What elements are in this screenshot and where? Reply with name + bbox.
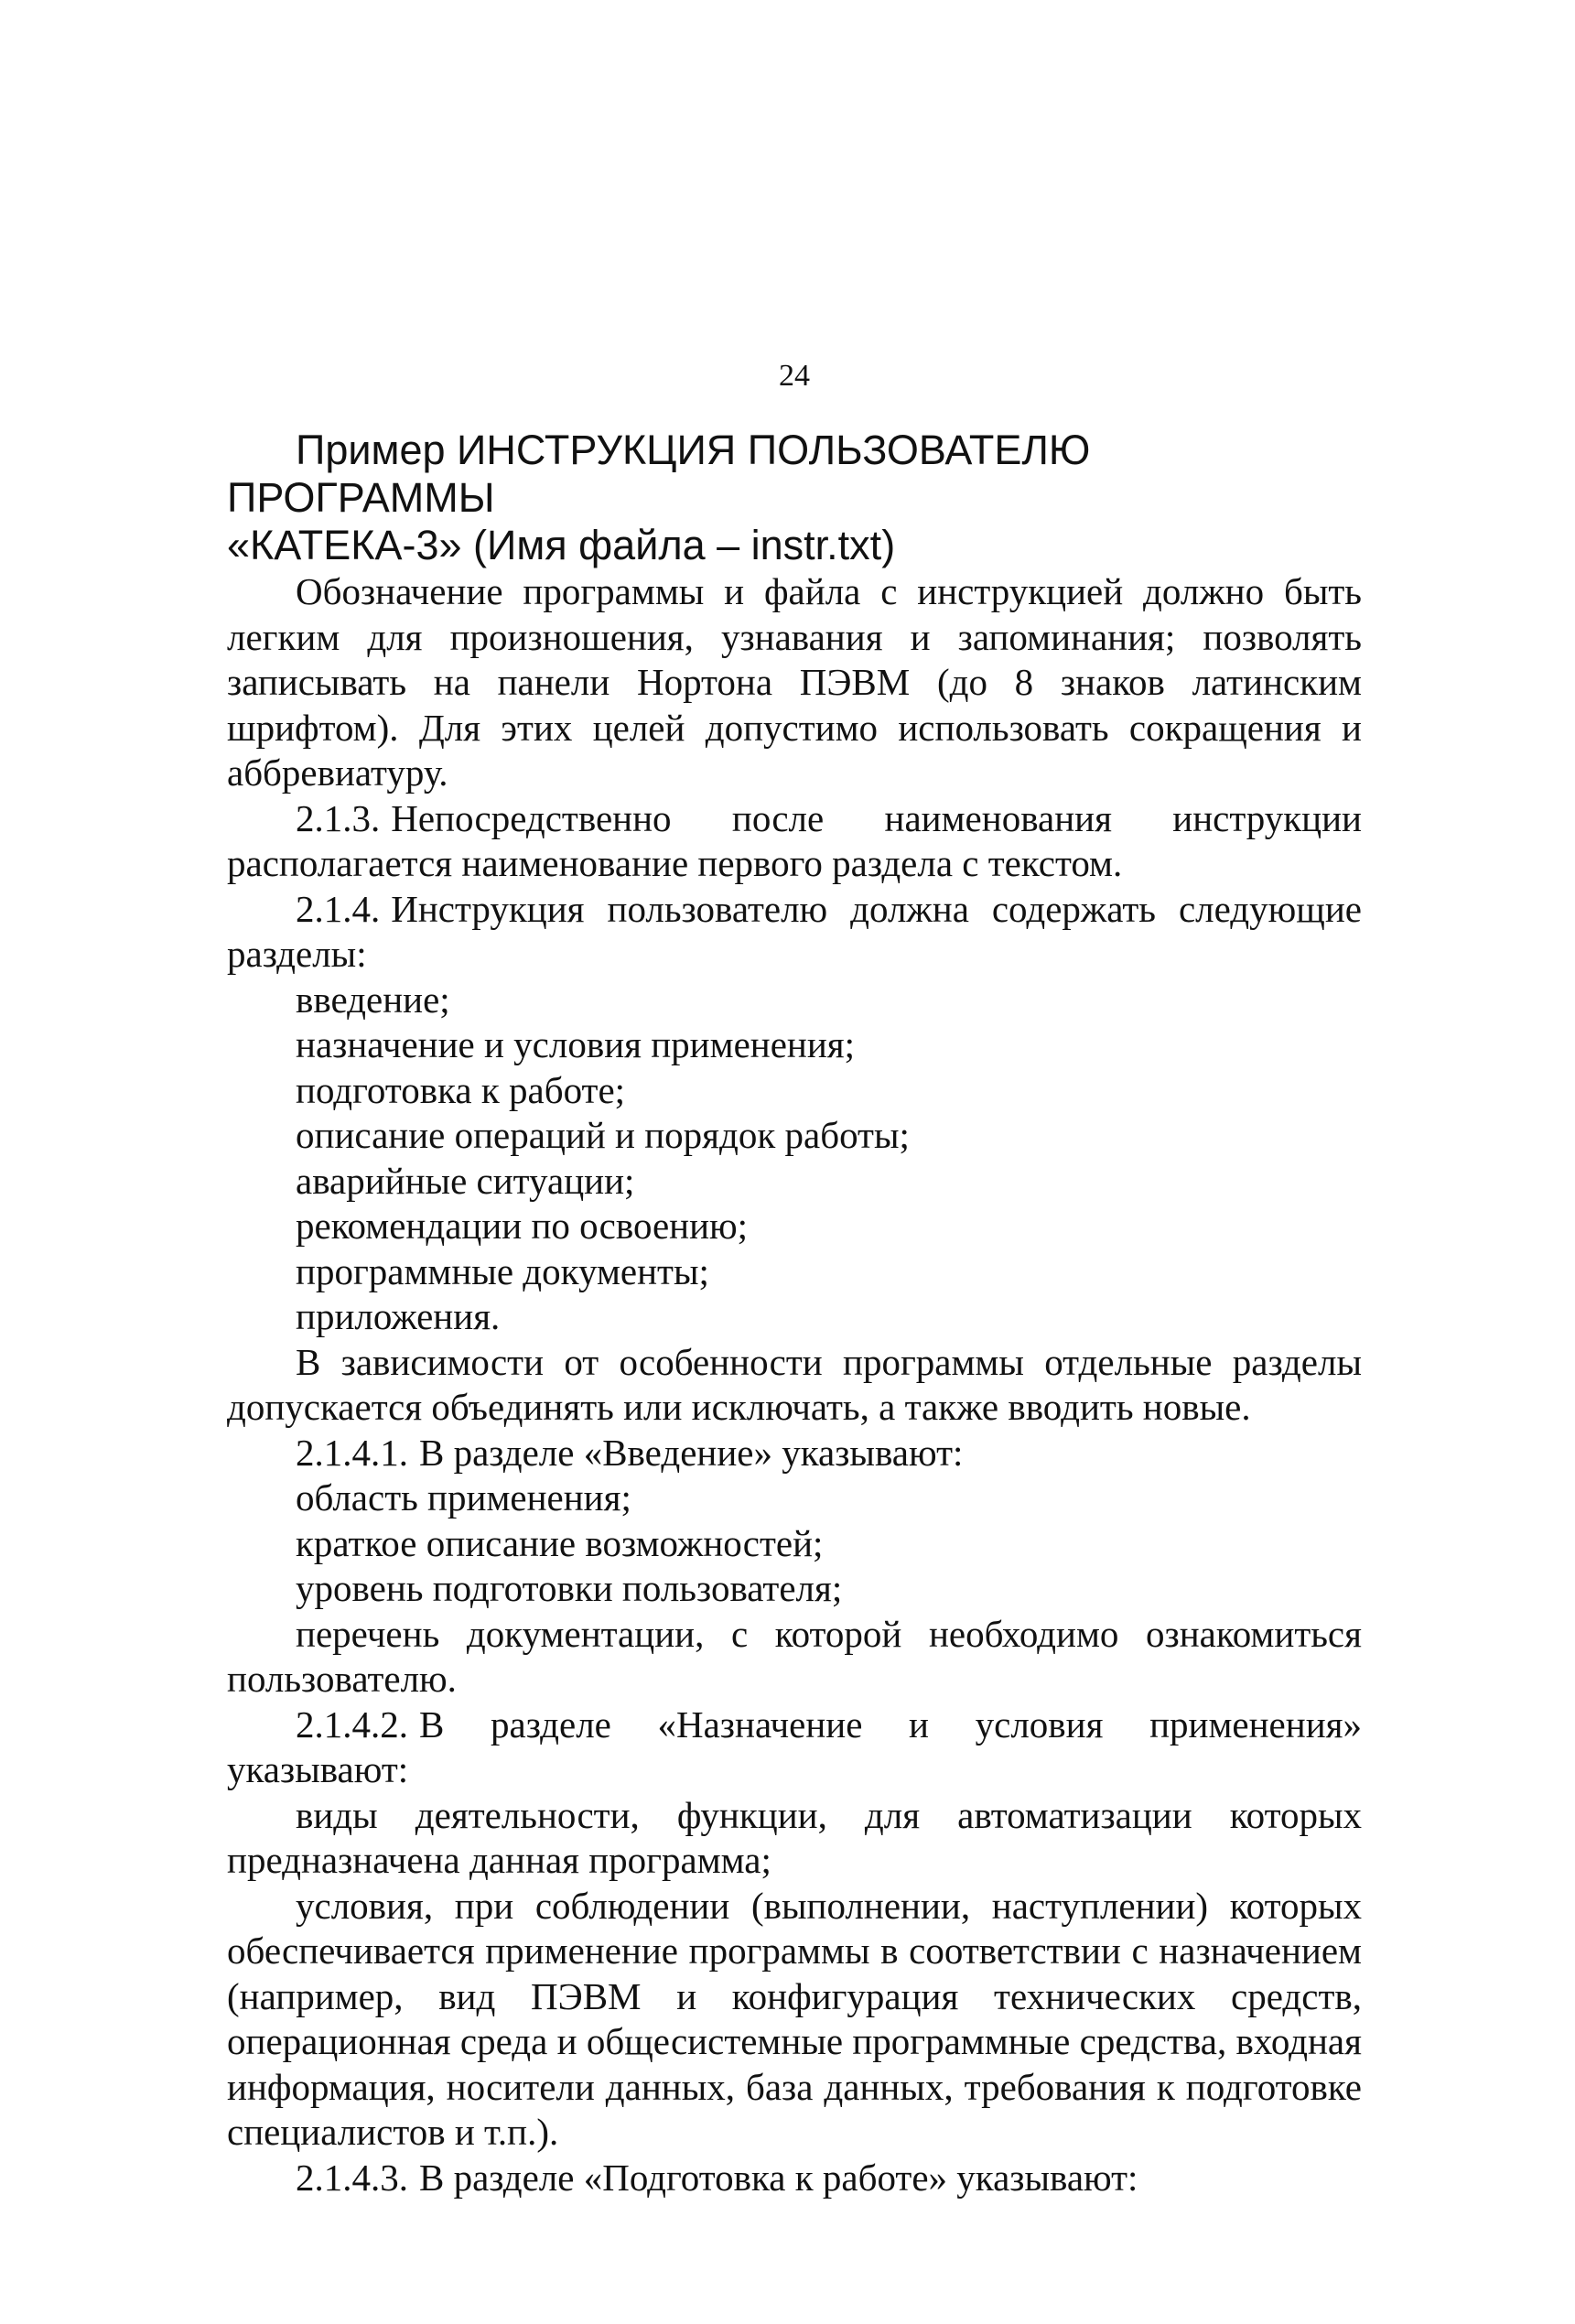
clause-number: 2.1.4. [296, 887, 381, 930]
clause-2-1-4-3 [227, 2156, 1362, 2201]
list-item: условия, при соблюдении (выполнении, наступлении) которых обеспечивается применение программы в соответствии с назначением (например, вид ПЭВМ и конфигурация технических средств, операционная среда и общесистемные программные средства, входная информация, носители данных, база данных, требования к подготовке специалистов и т.п.). [227, 1884, 1362, 2153]
list-item: область применения; [296, 1476, 631, 1519]
list-item: перечень документации, с которой необходимо ознакомиться пользователю. [227, 1612, 1362, 1700]
page-number: 24 [779, 359, 810, 393]
list-item: введение; [296, 978, 450, 1021]
title-line-1 [227, 427, 1362, 522]
list-item: виды деятельности, функции, для автоматизации которых предназначена данная программа; [227, 1793, 1362, 1881]
list-item: описание операций и порядок работы; [296, 1114, 910, 1156]
clause-2-1-4 [227, 887, 1362, 978]
list-item: назначение и условия применения; [296, 1023, 856, 1065]
clause-2-1-4-note: В зависимости от особенности программы отдельные разделы допускается объединять или исключать, а также вводить новые. [227, 1340, 1362, 1428]
title-lead: Пример [296, 427, 446, 473]
clause-number: 2.1.4.2. [296, 1702, 408, 1746]
document-title [227, 427, 1362, 569]
clause-text: В разделе «Подготовка к работе» указывают: [419, 2156, 1138, 2199]
document-body [227, 569, 1362, 2200]
clause-2-1-4-2 [227, 1702, 1362, 1793]
list-item: рекомендации по освоению; [296, 1205, 749, 1247]
clause-number: 2.1.4.3. [296, 2156, 408, 2199]
list-item: краткое описание возможностей; [296, 1521, 824, 1564]
clause-text: Инструкция пользователю должна содержать следующие разделы: [227, 887, 1362, 975]
clause-2-1-4-1 [227, 1431, 1362, 1476]
list-item: программные документы; [296, 1249, 709, 1292]
list-item: приложения. [296, 1295, 501, 1337]
list-item: подготовка к работе; [296, 1068, 626, 1111]
title-line-2: «КАТЕКА-3» (Имя файла – instr.txt) [227, 522, 896, 568]
document-page [227, 359, 1362, 2200]
list-item: аварийные ситуации; [296, 1159, 635, 1202]
title-main: ИНСТРУКЦИЯ ПОЛЬЗОВАТЕЛЮ ПРОГРАММЫ [227, 427, 1091, 521]
clause-number: 2.1.4.1. [296, 1431, 408, 1474]
intro-paragraph: Обозначение программы и файла с инструкцией должно быть легким для произношения, узнавания и запоминания; позволять записывать на панели Нортона ПЭВМ (до 8 знаков латинским шрифтом). Для этих целей допустимо использовать сокращения и аббревиатуру. [227, 570, 1362, 794]
clause-2-1-3 [227, 796, 1362, 887]
clause-number: 2.1.3. [296, 796, 381, 839]
list-item: уровень подготовки пользователя; [296, 1567, 843, 1609]
clause-text: Непосредственно после наименования инструкции располагается наименование первого раздела с текстом. [227, 796, 1362, 884]
clause-text: В разделе «Назначение и условия применения» указывают: [227, 1702, 1362, 1790]
clause-text: В разделе «Введение» указывают: [419, 1431, 964, 1474]
